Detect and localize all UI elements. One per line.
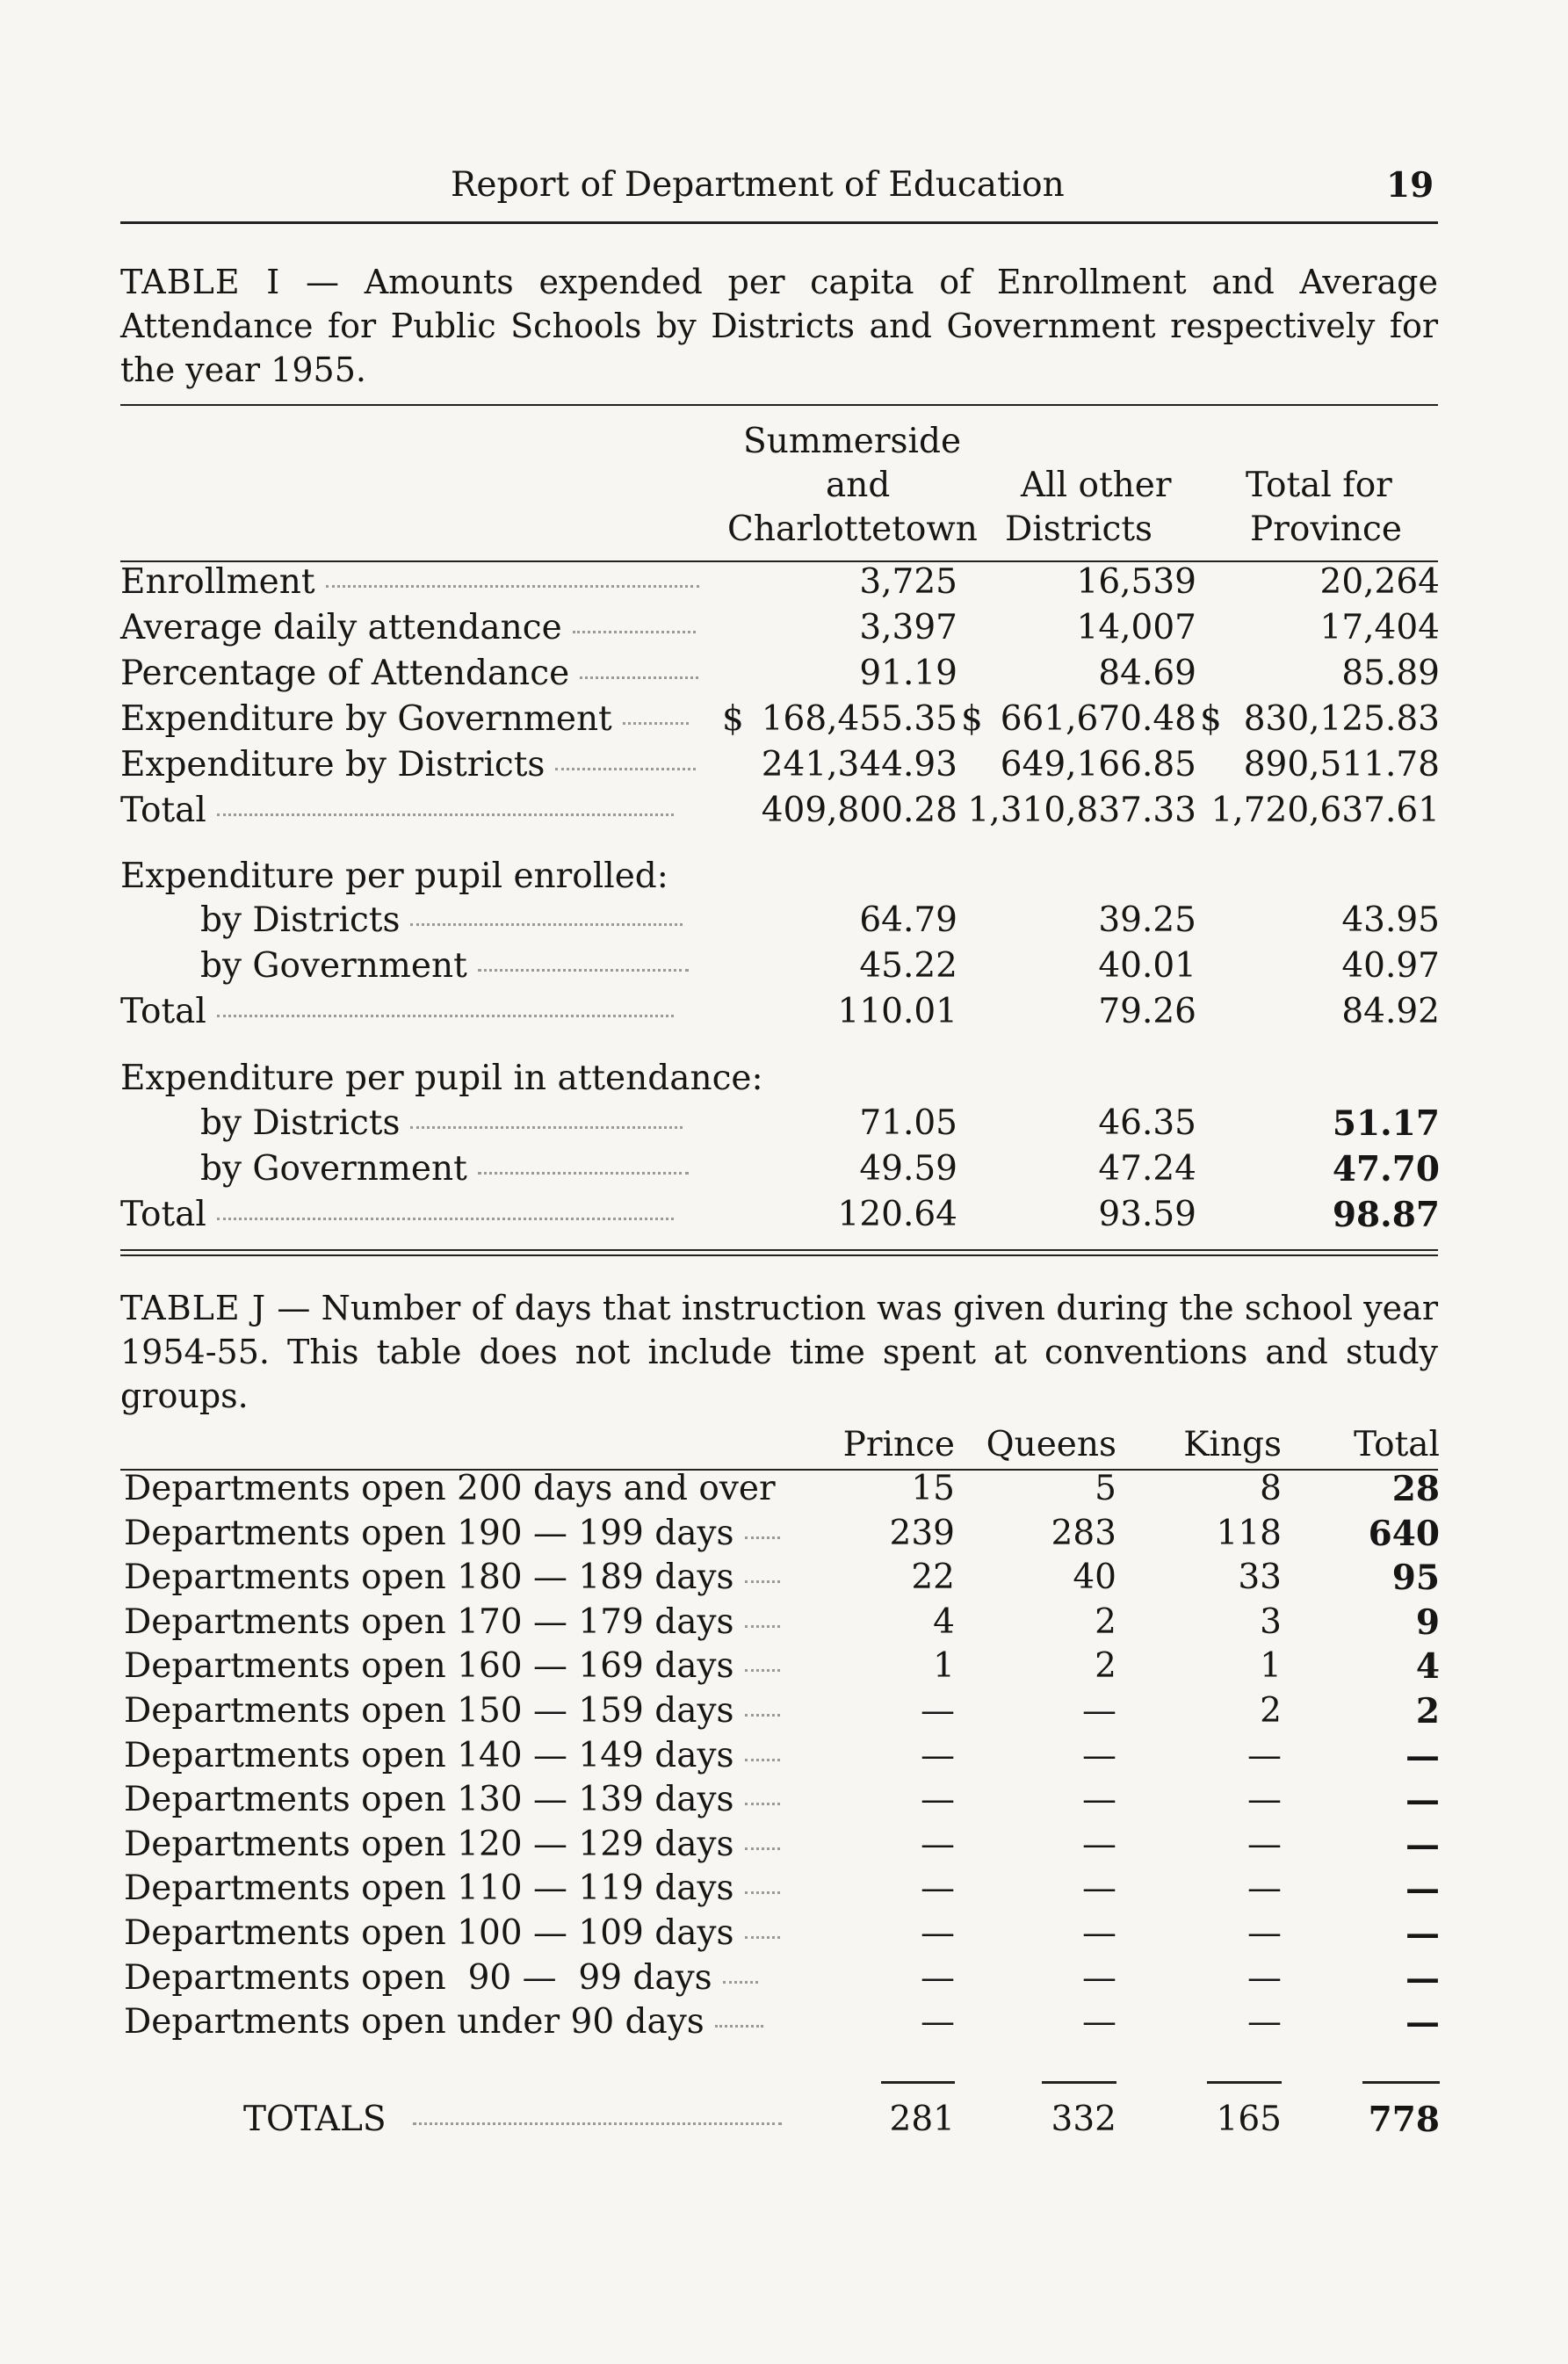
leader-dots — [745, 1891, 780, 1894]
totals-total: 778 — [1368, 2100, 1440, 2140]
cell: 84.92 — [1341, 992, 1440, 1031]
cell: — — [921, 1824, 955, 1864]
cell: 118 — [1216, 1513, 1282, 1553]
col-header-line: Total for — [1246, 466, 1392, 505]
sum-rule — [1362, 2081, 1440, 2084]
row-label: by Districts — [200, 900, 683, 940]
sum-rule — [881, 2081, 955, 2084]
col-header-total: Total — [1354, 1425, 1440, 1464]
cell: 64.79 — [859, 900, 957, 940]
cell: 649,166.85 — [1000, 745, 1196, 784]
leader-dots — [217, 1218, 674, 1220]
cell: 84.69 — [1098, 654, 1196, 693]
sum-rule — [1042, 2081, 1116, 2084]
cell: — — [921, 1691, 955, 1731]
cell: — — [1405, 1957, 1440, 1999]
cell: 110.01 — [837, 992, 957, 1031]
totals-prince: 281 — [889, 2100, 955, 2139]
row-label: Departments open 150 — 159 days — [124, 1691, 780, 1731]
cell: 9 — [1415, 1601, 1440, 1643]
cell: — — [921, 1780, 955, 1820]
leader-dots — [745, 1714, 780, 1717]
cell: 283 — [1051, 1513, 1116, 1553]
totals-queens: 332 — [1051, 2100, 1116, 2139]
leader-dots — [326, 585, 699, 588]
currency-symbol: $ — [961, 699, 983, 739]
currency-symbol: $ — [1200, 699, 1222, 739]
table-i-label: TABLE I — [120, 263, 281, 301]
cell: 1 — [933, 1646, 955, 1687]
cell: — — [1405, 1913, 1440, 1954]
row-label: by Districts — [200, 1103, 683, 1143]
cell: — — [1247, 1780, 1282, 1820]
cell: 85.89 — [1341, 654, 1440, 693]
leader-dots — [478, 1172, 689, 1175]
cell: 40 — [1073, 1558, 1116, 1598]
cell: 239 — [889, 1513, 955, 1553]
leader-dots — [623, 722, 689, 725]
cell: — — [1405, 1824, 1440, 1865]
cell: 661,670.48 — [1000, 699, 1196, 739]
leader-dots — [413, 2122, 782, 2125]
cell: 33 — [1238, 1558, 1282, 1598]
row-label: Total — [120, 992, 674, 1031]
table-j-label: TABLE J — [120, 1289, 267, 1327]
cell: 51.17 — [1332, 1103, 1440, 1144]
row-label: Expenditure by Districts — [120, 745, 696, 784]
row-label: Departments open 120 — 129 days — [124, 1825, 780, 1864]
cell: — — [1247, 1957, 1282, 1998]
cell: — — [1082, 1735, 1116, 1775]
col-header-line: Summerside — [743, 422, 962, 461]
cell: — — [1405, 1735, 1440, 1776]
cell: — — [1405, 1780, 1440, 1821]
cell: 45.22 — [859, 946, 957, 986]
cell: 98.87 — [1332, 1195, 1440, 1235]
cell: — — [1082, 2002, 1116, 2042]
cell: 71.05 — [859, 1103, 957, 1143]
cell: 47.24 — [1098, 1149, 1196, 1189]
row-label: Departments open 130 — 139 days — [124, 1780, 780, 1819]
row-label: Departments open under 90 days — [124, 2002, 763, 2042]
leader-dots — [745, 1847, 780, 1850]
row-label: Departments open 100 — 109 days — [124, 1913, 780, 1953]
row-label: by Government — [200, 946, 689, 986]
cell: 46.35 — [1098, 1103, 1196, 1143]
leader-dots — [217, 813, 674, 816]
cell: 2 — [1095, 1601, 1116, 1642]
cell: — — [1405, 1869, 1440, 1910]
section-heading-enrolled: Expenditure per pupil enrolled: — [120, 857, 668, 896]
cell: 14,007 — [1076, 608, 1196, 647]
cell: 28 — [1391, 1469, 1440, 1509]
cell: — — [1247, 1913, 1282, 1953]
leader-dots — [745, 1936, 780, 1939]
section-heading-attendance: Expenditure per pupil in attendance: — [120, 1059, 763, 1098]
cell: — — [1082, 1913, 1116, 1953]
cell: 8 — [1260, 1469, 1282, 1508]
col-header-prince: Prince — [842, 1425, 955, 1464]
row-label: Departments open 110 — 119 days — [124, 1869, 780, 1908]
leader-dots — [745, 1625, 780, 1628]
cell: 3,725 — [859, 562, 957, 602]
page-number: 19 — [1386, 165, 1434, 206]
cell: — — [921, 1869, 955, 1909]
col-header-line: and — [826, 466, 891, 505]
cell: 91.19 — [859, 654, 957, 693]
cell: — — [921, 1735, 955, 1775]
leader-dots — [217, 1015, 674, 1017]
cell: 5 — [1095, 1469, 1116, 1508]
cell: — — [1247, 1735, 1282, 1775]
cell: 2 — [1260, 1691, 1282, 1731]
row-label: Departments open 160 — 169 days — [124, 1646, 780, 1686]
leader-dots — [573, 631, 696, 633]
table-i-top-rule — [120, 404, 1438, 406]
table-i-bottom-rule — [120, 1249, 1438, 1251]
row-label: Departments open 170 — 179 days — [124, 1602, 780, 1642]
totals-label: TOTALS — [243, 2100, 782, 2139]
leader-dots — [715, 2025, 763, 2028]
totals-kings: 165 — [1216, 2100, 1282, 2139]
cell: 4 — [933, 1601, 955, 1642]
cell: 93.59 — [1098, 1195, 1196, 1234]
cell: 4 — [1415, 1646, 1440, 1688]
cell: 1 — [1260, 1646, 1282, 1687]
cell: 40.97 — [1341, 946, 1440, 986]
row-label: Departments open 90 — 99 days — [124, 1958, 758, 1998]
cell: 830,125.83 — [1243, 699, 1440, 739]
cell: 49.59 — [859, 1149, 957, 1189]
row-label: Percentage of Attendance — [120, 654, 698, 693]
leader-dots — [723, 1981, 758, 1984]
leader-dots — [410, 1126, 683, 1129]
col-header-line: Charlottetown — [727, 510, 978, 549]
cell: 3,397 — [859, 608, 957, 647]
cell: 2 — [1095, 1646, 1116, 1687]
cell: 79.26 — [1098, 992, 1196, 1031]
cell: 15 — [911, 1469, 955, 1508]
row-label: Expenditure by Government — [120, 699, 689, 739]
cell: 95 — [1391, 1558, 1440, 1599]
cell: — — [921, 2002, 955, 2042]
header-rule — [120, 221, 1438, 224]
table-j-caption — [120, 1286, 1438, 1418]
cell: 241,344.93 — [761, 745, 957, 784]
row-label: Total — [120, 1195, 674, 1234]
row-label: Departments open 140 — 149 days — [124, 1736, 780, 1775]
cell: — — [1082, 1869, 1116, 1909]
table-i-caption-text: — Amounts expended per capita of Enrollment and Average Attendance for Public Schools by Districts and Government respectively for the year 1955. — [120, 263, 1438, 389]
currency-symbol: $ — [722, 699, 744, 739]
cell: — — [1247, 1824, 1282, 1864]
leader-dots — [745, 1580, 780, 1583]
col-header-line: Districts — [1005, 510, 1153, 549]
cell: 168,455.35 — [761, 699, 957, 739]
row-label: Total — [120, 791, 674, 830]
cell: 17,404 — [1319, 608, 1440, 647]
col-header-line: Province — [1250, 510, 1402, 549]
col-header-queens: Queens — [986, 1425, 1116, 1464]
col-header-line: All other — [1021, 466, 1172, 505]
leader-dots — [555, 768, 696, 770]
row-label: Departments open 190 — 199 days — [124, 1514, 780, 1553]
row-label: Departments open 180 — 189 days — [124, 1558, 780, 1597]
cell: 1,720,637.61 — [1210, 791, 1440, 830]
leader-dots — [745, 1759, 780, 1761]
cell: 409,800.28 — [761, 791, 957, 830]
cell: 40.01 — [1098, 946, 1196, 986]
cell: — — [1082, 1780, 1116, 1820]
cell: 2 — [1415, 1691, 1440, 1731]
cell: 20,264 — [1319, 562, 1440, 602]
leader-dots — [745, 1536, 780, 1539]
cell: — — [921, 1957, 955, 1998]
table-i-caption — [120, 260, 1438, 392]
table-i-bottom-rule-2 — [120, 1254, 1438, 1256]
cell: 16,539 — [1076, 562, 1196, 602]
table-j-caption-text: — Number of days that instruction was given during the school year 1954-55. This table does not include time spent at conventions and study groups. — [120, 1289, 1438, 1415]
cell: 120.64 — [837, 1195, 957, 1234]
cell: 22 — [911, 1558, 955, 1598]
cell: — — [1082, 1824, 1116, 1864]
row-label: Enrollment — [120, 562, 709, 602]
cell: 43.95 — [1341, 900, 1440, 940]
leader-dots — [478, 969, 689, 972]
cell: 640 — [1368, 1513, 1440, 1554]
cell: 47.70 — [1332, 1149, 1440, 1189]
cell: — — [1247, 1869, 1282, 1909]
row-label: by Government — [200, 1149, 689, 1189]
col-header-kings: Kings — [1183, 1425, 1282, 1464]
row-label: Departments open 200 days and over — [124, 1469, 776, 1508]
sum-rule — [1207, 2081, 1282, 2084]
leader-dots — [745, 1669, 780, 1672]
cell: — — [1082, 1957, 1116, 1998]
leader-dots — [745, 1803, 780, 1805]
leader-dots — [580, 676, 698, 679]
cell: 3 — [1260, 1601, 1282, 1642]
cell: — — [1082, 1691, 1116, 1731]
row-label: Average daily attendance — [120, 608, 696, 647]
cell: 890,511.78 — [1243, 745, 1440, 784]
cell: 39.25 — [1098, 900, 1196, 940]
running-header-title: Report of Department of Education — [451, 165, 1065, 205]
cell: — — [921, 1913, 955, 1953]
cell: 1,310,837.33 — [967, 791, 1196, 830]
leader-dots — [410, 923, 683, 926]
cell: — — [1405, 2002, 1440, 2043]
cell: — — [1247, 2002, 1282, 2042]
